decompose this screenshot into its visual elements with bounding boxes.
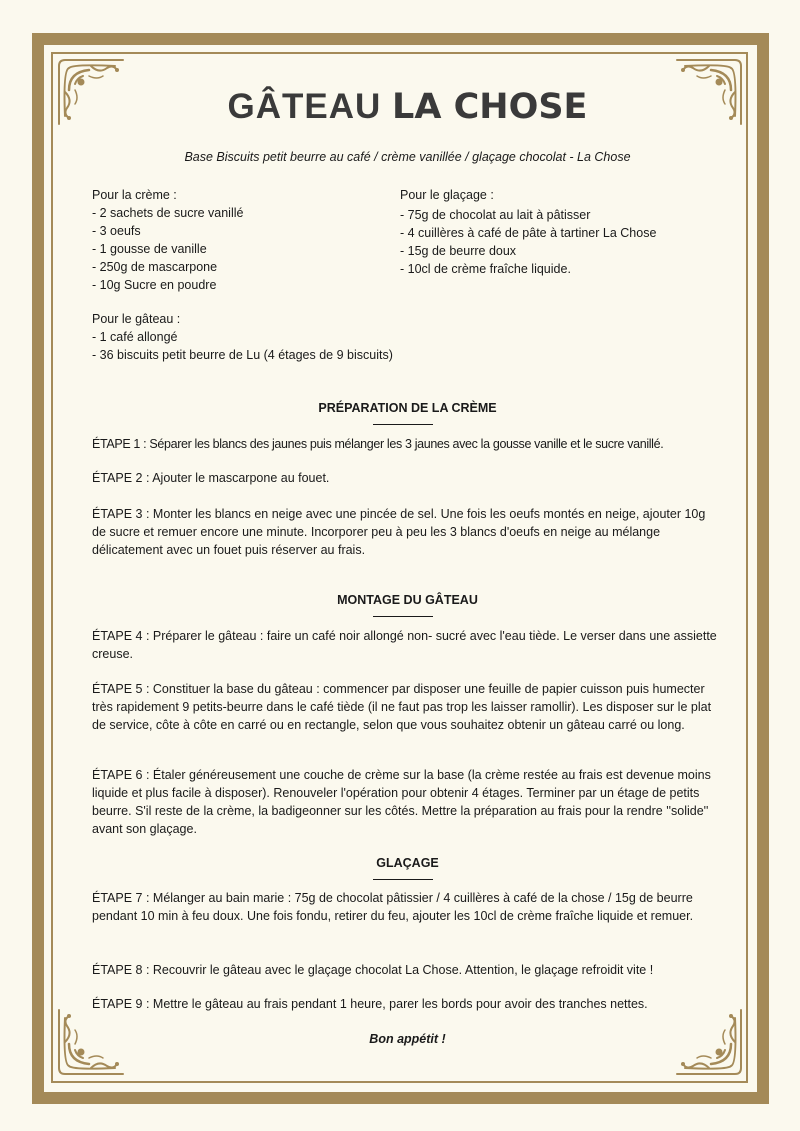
step-text: ÉTAPE 8 : Recouvrir le gâteau avec le glaçage chocolat La Chose. Attention, le glaçage refroidit vite !: [92, 963, 654, 977]
step-text: ÉTAPE 1 : Séparer les blancs des jaunes puis mélanger les 3 jaunes avec la gousse vanille et le sucre vanillé.: [92, 437, 664, 451]
section-divider: [373, 879, 433, 880]
ingredients-gateau: [92, 310, 393, 364]
step-text: ÉTAPE 6 : Étaler généreusement une couche de crème sur la base (la crème restée au frais est devenue moins liquide et plus facile à disposer). Renouveler l'opération pour obtenir 4 étages. Terminer par un étage de petits beurre. S'il reste de la crème, la badigeonner sur les côtés. Mettre la préparation au frais pour la rendre ''solide'' avant son glaçage.: [92, 768, 711, 836]
ingredient-item: - 1 café allongé: [92, 330, 178, 344]
ingredient-item: - 4 cuillères à café de pâte à tartiner La Chose: [400, 226, 657, 240]
ingredient-item: - 2 sachets de sucre vanillé: [92, 206, 244, 220]
ingredient-item: - 15g de beurre doux: [400, 244, 517, 258]
recipe-subtitle: Base Biscuits petit beurre au café / crème vanillée / glaçage chocolat - La Chose: [184, 150, 631, 164]
title-part-1: GÂTEAU: [227, 87, 393, 126]
closing-text: Bon appétit !: [369, 1032, 446, 1046]
ingredient-item: - 75g de chocolat au lait à pâtisser: [400, 208, 591, 222]
section-title: MONTAGE DU GÂTEAU: [337, 593, 478, 607]
step-text: ÉTAPE 2 : Ajouter le mascarpone au fouet.: [92, 471, 330, 485]
ingredient-item: - 3 oeufs: [92, 224, 141, 238]
section-title: GLAÇAGE: [376, 856, 439, 870]
step-text: ÉTAPE 7 : Mélanger au bain marie : 75g de chocolat pâtissier / 4 cuillères à café de la chose / 15g de beurre pendant 10 min à feu doux. Une fois fondu, retirer du feu, ajouter les 10cl de crème fraîche liquide et remuer.: [92, 891, 694, 923]
ingredient-item: - 10cl de crème fraîche liquide.: [400, 262, 571, 276]
section-divider: [373, 616, 433, 617]
ingredient-item: - 1 gousse de vanille: [92, 242, 207, 256]
ingredient-item: - 250g de mascarpone: [92, 260, 218, 274]
step-text: ÉTAPE 5 : Constituer la base du gâteau : commencer par disposer une feuille de papier cuisson puis humecter très rapidement 9 petits-beurre dans le café tiède (il ne faut pas trop les laisser ramollir). Les disposer sur le plat de service, côte à côte en carré ou en rectangle, selon que vous souhaitez obtenir un gâteau carré ou long.: [92, 682, 712, 732]
recipe-title: [0, 87, 800, 127]
step-text: ÉTAPE 9 : Mettre le gâteau au frais pendant 1 heure, parer les bords pour avoir des tranches nettes.: [92, 997, 648, 1011]
ingredient-list: [400, 206, 656, 278]
section-divider: [373, 424, 433, 425]
ingredients-heading: Pour le gâteau :: [92, 312, 181, 326]
ingredient-item: - 10g Sucre en poudre: [92, 278, 217, 292]
ingredient-item: - 36 biscuits petit beurre de Lu (4 étages de 9 biscuits): [92, 348, 393, 362]
ingredients-heading: Pour la crème :: [92, 188, 177, 202]
ingredients-glacage: [400, 186, 656, 278]
ingredients-heading: Pour le glaçage :: [400, 188, 494, 202]
ingredients-creme: [92, 186, 243, 294]
title-part-2: LA CHOSE: [392, 87, 588, 127]
step-text: ÉTAPE 3 : Monter les blancs en neige avec une pincée de sel. Une fois les oeufs montés en neige, ajouter 10g de sucre et remuer encore une minute. Incorporer peu à peu les 3 blancs d'oeufs en neige au mélange délicatement avec un fouet puis réserver au frais.: [92, 507, 706, 557]
step-text: ÉTAPE 4 : Préparer le gâteau : faire un café noir allongé non- sucré avec l'eau tiède. Le verser dans une assiette creuse.: [92, 629, 717, 661]
section-title: PRÉPARATION DE LA CRÈME: [318, 401, 497, 415]
